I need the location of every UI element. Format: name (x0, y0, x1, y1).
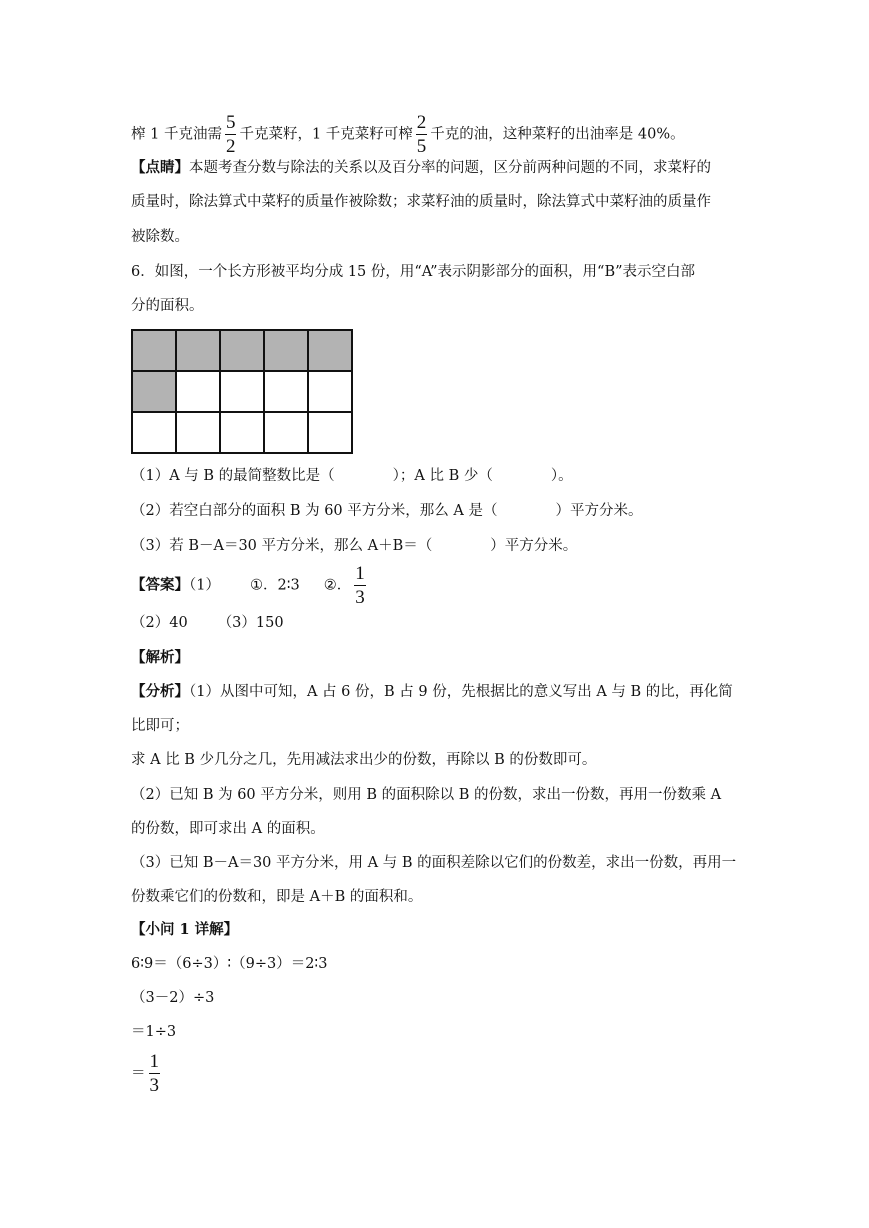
shaded-cell (264, 330, 308, 371)
detail-heading: 【小问 1 详解】 (131, 921, 239, 938)
answer-fraction-one-third: $\frac{1}{3}$ (355, 563, 365, 608)
fenxi-line-3: 求 A 比 B 少几分之几，先用减法求出少的份数，再除以 B 的份数即可。 (131, 752, 597, 768)
question-part-3: （3）若 B－A＝30 平方分米，那么 A＋B＝（ ）平方分米。 (131, 538, 578, 554)
dianjing-line-2: 质量时，除法算式中菜籽的质量作被除数；求菜籽油的质量时，除法算式中菜籽油的质量作 (131, 194, 711, 210)
answer-item-2: ②． (323, 577, 352, 594)
detail-fraction-one-third: $\frac{1}{3}$ (149, 1051, 159, 1096)
fenxi-line-2: 比即可； (131, 718, 189, 734)
blank-cell (132, 412, 176, 453)
answer-item-1: ①．2∶3 (249, 577, 300, 594)
shaded-cell (132, 330, 176, 371)
question-part-2: （2）若空白部分的面积 B 为 60 平方分米，那么 A 是（ ）平方分米。 (131, 503, 643, 519)
detail-line-3: ＝1÷3 (131, 1024, 177, 1040)
prev-solution-text-2: 千克菜籽，1 千克菜籽可榨 (239, 126, 413, 143)
fenxi-line-1: 【分析】（1）从图中可知，A 占 6 份，B 占 9 份，先根据比的意义写出 A 与 B 的比，再化简 (131, 683, 733, 700)
grid-row (132, 330, 352, 371)
fraction-five-halves: $\frac{5}{2}$ (225, 112, 236, 157)
blank-cell (176, 371, 220, 412)
shaded-cell (220, 330, 264, 371)
blank-cell (308, 371, 352, 412)
blank-cell (264, 371, 308, 412)
dianjing-tag: 【点睛】 (131, 159, 189, 176)
jiexi-heading: 【解析】 (131, 649, 189, 666)
blank-cell (264, 412, 308, 453)
grid-row (132, 412, 352, 453)
fraction-two-fifths: $\frac{2}{5}$ (416, 112, 427, 157)
dianjing-line-1: 【点睛】本题考查分数与除法的关系以及百分率的问题，区分前两种问题的不同，求菜籽的 (131, 159, 711, 176)
fenxi-tag: 【分析】 (131, 683, 189, 700)
dianjing-line-3: 被除数。 (131, 229, 189, 245)
fenxi-line-6: （3）已知 B－A＝30 平方分米，用 A 与 B 的面积差除以它们的份数差，求出一份数，再用一 (131, 855, 737, 871)
blank-cell (220, 371, 264, 412)
shaded-cell (176, 330, 220, 371)
shaded-cell (308, 330, 352, 371)
shaded-cell (132, 371, 176, 412)
rectangle-grid-figure (131, 329, 353, 454)
blank-cell (308, 412, 352, 453)
fenxi-line-4: （2）已知 B 为 60 平方分米，则用 B 的面积除以 B 的份数，求出一份数，再用一份数乘 A (131, 787, 722, 803)
prev-solution-text-3: 千克的油，这种菜籽的出油率是 40%。 (430, 126, 685, 143)
prev-solution-text-1: 榨 1 千克油需 (131, 126, 222, 143)
detail-line-4: ＝ $\frac{1}{3}$ (131, 1051, 159, 1096)
grid-row (132, 371, 352, 412)
answer-tag: 【答案】 (131, 576, 189, 594)
detail-line-1: 6∶9＝（6÷3）∶（9÷3）＝2∶3 (131, 956, 328, 972)
detail-line-2: （3－2）÷3 (131, 990, 215, 1006)
question-stem-line-2: 分的面积。 (131, 298, 204, 314)
fenxi-line-7: 份数乘它们的份数和，即是 A＋B 的面积和。 (131, 889, 423, 905)
answer-line-2: （2）40 （3）150 (131, 615, 284, 631)
blank-cell (220, 412, 264, 453)
answer-line-1: 【答案】（1） ①．2∶3 ②． $\frac{1}{3}$ (131, 563, 365, 608)
question-stem-line-1: 6．如图，一个长方形被平均分成 15 份，用“A”表示阴影部分的面积，用“B”表示空白部 (131, 264, 696, 280)
prev-solution-line (131, 113, 685, 156)
fenxi-line-5: 的份数，即可求出 A 的面积。 (131, 821, 325, 837)
question-part-1: （1）A 与 B 的最简整数比是（ ）；A 比 B 少（ ）。 (131, 468, 573, 484)
blank-cell (176, 412, 220, 453)
